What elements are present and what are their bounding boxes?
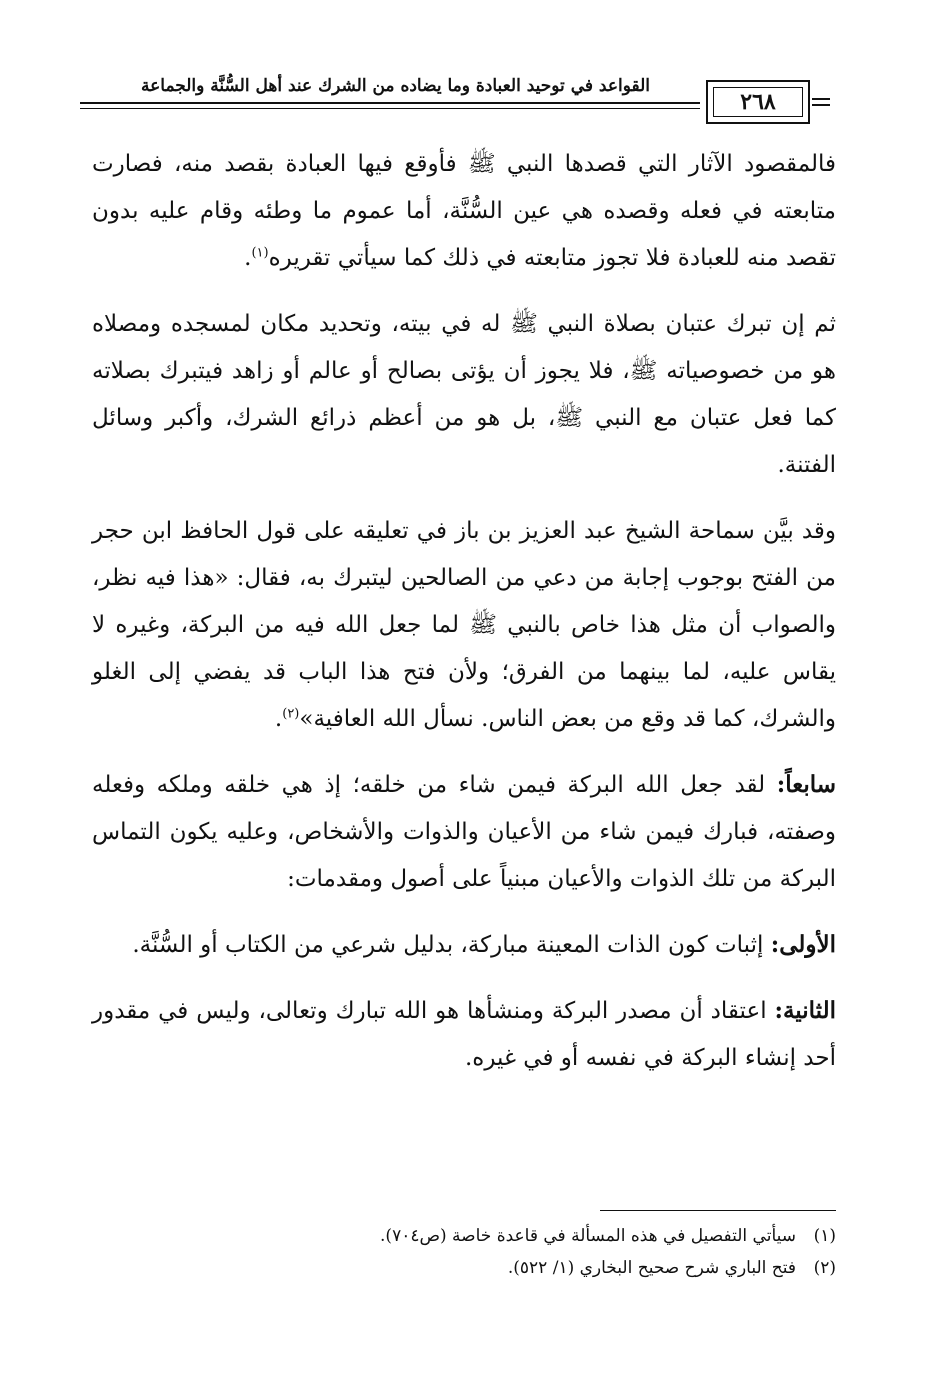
footnote: (٢)فتح الباري شرح صحيح البخاري (١/ ٥٢٢).: [507, 1258, 836, 1278]
body-text: [92, 140, 836, 1100]
paragraph: وقد بيَّن سماحة الشيخ عبد العزيز بن باز في تعليقه على قول الحافظ ابن حجر من الفتح بوجوب إجابة من دعي من الصالحين ليتبرك به، فقال: «هذا فيه نظر، والصواب أن مثل هذا خاص بالنبي ﷺ لما جعل الله فيه من البركة، وغيره لا يقاس عليه، لما بينهما من الفرق؛ ولأن فتح هذا الباب قد يفضي إلى الغلو والشرك، كما قد وقع من بعض الناس. نسأل الله العافية»$^{(٢)}$.: [92, 518, 836, 732]
paragraph: فالمقصود الآثار التي قصدها النبي ﷺ فأوقع فيها العبادة بقصد منه، فصارت متابعته في فعله وقصده هي عين السُّنَّة، أما عموم ما وطئه وقام عليه بدون تقصد منه للعبادة فلا تجوز متابعته في ذلك كما سيأتي تقريره$^{(١)}$.: [92, 151, 836, 271]
footnote-ref[interactable]: (١): [251, 245, 269, 261]
section-lead: سابعاً:: [776, 771, 836, 798]
header-ornament-lines: [812, 98, 830, 110]
footnote: (١)سيأتي التفصيل في هذه المسألة في قاعدة خاصة (ص٧٠٤).: [380, 1226, 836, 1246]
running-header-title: القواعد في توحيد العبادة وما يضاده من الشرك عند أهل السُّنَّة والجماعة: [141, 76, 650, 96]
page-number-frame: [706, 80, 810, 124]
footnote-ref[interactable]: (٢): [282, 706, 300, 722]
paragraph: سابعاً: لقد جعل الله البركة فيمن شاء من خلقه؛ إذ هي خلقه وملكه وفعله وصفته، فبارك فيمن شاء من الأعيان والذوات والأشخاص، وعليه يكون التماس البركة من تلك الذوات والأعيان مبنياً على أصول ومقدمات:: [92, 771, 836, 892]
section-lead: الأولى:: [770, 931, 836, 958]
paragraph: الثانية: اعتقاد أن مصدر البركة ومنشأها هو الله تبارك وتعالى، وليس في مقدور أحد إنشاء البركة في نفسه أو في غيره.: [92, 997, 836, 1071]
section-lead: الثانية:: [774, 997, 836, 1024]
page-number: ٢٦٨: [713, 87, 803, 117]
header-rule: [80, 102, 700, 104]
header-rule-thin: [80, 108, 700, 109]
footnote-separator: [600, 1210, 836, 1211]
footnotes: [92, 1220, 836, 1284]
paragraph: الأولى: إثبات كون الذات المعينة مباركة، بدليل شرعي من الكتاب أو السُّنَّة.: [132, 931, 836, 958]
paragraph: ثم إن تبرك عتبان بصلاة النبي ﷺ له في بيته، وتحديد مكان لمسجده ومصلاه هو من خصوصياته ﷺ، فلا يجوز أن يؤتى بصالح أو عالم أو زاهد فيتبرك بصلاته كما فعل عتبان مع النبي ﷺ، بل هو من أعظم ذرائع الشرك، وأكبر وسائل الفتنة.: [92, 311, 836, 478]
